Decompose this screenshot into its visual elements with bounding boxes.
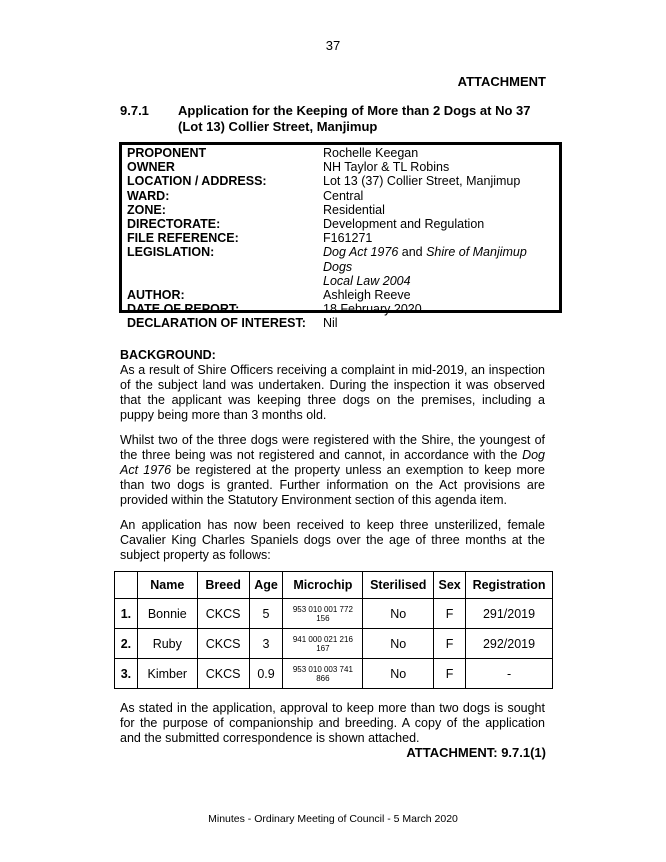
microchip-line-1: 941 000 021 216 [292,634,353,644]
owner-value: NH Taylor & TL Robins [323,160,450,175]
header-sex: Sex [434,572,466,599]
attachment-reference: ATTACHMENT: 9.7.1(1) [406,745,546,760]
info-row-date [127,302,559,316]
dog-microchip [283,659,363,689]
microchip-line-2: 156 [316,613,330,623]
dog-sex: F [434,629,466,659]
dog-name: Ruby [137,629,197,659]
info-row-author [127,288,559,302]
info-row-location [127,174,559,188]
table-row [115,599,553,629]
background-paragraph-2 [120,433,545,508]
info-row-proponent [127,146,559,160]
file-reference-label: FILE REFERENCE: [127,231,239,246]
proponent-value: Rochelle Keegan [323,146,419,160]
para2-act: Dog Act 1976 [120,448,545,477]
location-label: LOCATION / ADDRESS: [127,174,267,189]
author-value: Ashleigh Reeve [323,288,411,303]
legislation-label: LEGISLATION: [127,245,215,260]
declaration-value: Nil [323,316,338,331]
directorate-label: DIRECTORATE: [127,217,221,232]
dogs-table [114,571,553,689]
page-footer: Minutes - Ordinary Meeting of Council - 5 March 2020 [208,813,458,825]
background-paragraph-3: An application has now been received to keep three unsterilized, female Cavalier King Charles Spaniels dogs over the age of three months at the subject property as follows: [120,518,545,562]
section-title: Application for the Keeping of More than 2 Dogs at No 37 (Lot 13) Collier Street, Manjimup [178,103,531,134]
header-name: Name [137,572,197,599]
dog-age: 3 [249,629,283,659]
table-row [115,659,553,689]
row-index: 3. [115,659,138,689]
dog-name: Bonnie [137,599,197,629]
dog-age: 0.9 [249,659,283,689]
dog-microchip [283,629,363,659]
dog-sterilised: No [363,629,434,659]
dog-age: 5 [249,599,283,629]
header-microchip: Microchip [283,572,363,599]
row-index: 1. [115,599,138,629]
dog-name: Kimber [137,659,197,689]
dog-microchip [283,599,363,629]
dog-breed: CKCS [197,629,249,659]
header-sterilised: Sterilised [363,572,434,599]
header-registration: Registration [466,572,553,599]
header-breed: Breed [197,572,249,599]
proponent-label: PROPONENT [127,146,207,160]
dog-registration: 291/2019 [466,599,553,629]
legislation-and: and [398,245,427,260]
location-value: Lot 13 (37) Collier Street, Manjimup [323,174,521,189]
header-index [115,572,138,599]
dog-sex: F [434,659,466,689]
report-info-box [119,142,562,331]
info-row-ward [127,189,559,203]
legislation-local-law: Shire of Manjimup Dogs [323,245,527,274]
dog-sex: F [434,599,466,629]
legislation-value [323,245,559,273]
background-heading: BACKGROUND: [120,348,216,362]
microchip-line-1: 953 010 003 741 [292,664,353,674]
para2-text-a: Whilst two of the three dogs were registered with the Shire, the youngest of the three being was not registered and cannot, in accordance with the [120,433,545,462]
dog-sterilised: No [363,659,434,689]
ward-value: Central [323,188,364,203]
dog-sterilised: No [363,599,434,629]
closing-paragraph: As stated in the application, approval to keep more than two dogs is sought for the purpose of companionship and breeding. A copy of the application and the submitted correspondence is shown attached. [120,701,545,745]
info-row-directorate [127,217,559,231]
table-row [115,629,553,659]
dog-breed: CKCS [197,599,249,629]
date-value: 18 February 2020 [323,302,422,317]
background-paragraph-1: As a result of Shire Officers receiving a complaint in mid-2019, an inspection of the subject land was undertaken. During the inspection it was observed that the applicant was keeping three dogs on the premises, including a puppy being more than 3 months old. [120,363,545,422]
header-age: Age [249,572,283,599]
table-header-row [115,572,553,599]
date-label: DATE OF REPORT: [127,302,240,317]
microchip-line-2: 167 [316,643,330,653]
legislation-spacer [127,274,323,288]
zone-label: ZONE: [127,202,166,217]
info-row-declaration [127,316,559,330]
page-number: 37 [325,38,341,53]
legislation-local-law-cont: Local Law 2004 [323,273,411,288]
info-row-legislation [127,245,559,273]
dog-registration: 292/2019 [466,629,553,659]
attachment-heading: ATTACHMENT [457,74,546,89]
para2-text-b: be registered at the property unless an exemption to keep more than two dogs is granted. Further information on the Act provisions are provided within the Statutory Environment section of this agenda item. [120,463,545,507]
background-section [120,348,545,423]
info-row-legislation-cont [127,274,559,288]
owner-label: OWNER [127,160,175,175]
info-row-file-reference [127,231,559,245]
author-label: AUTHOR: [127,288,185,303]
file-reference-value: F161271 [323,231,373,246]
microchip-line-1: 953 010 001 772 [292,604,353,614]
directorate-value: Development and Regulation [323,217,485,232]
ward-label: WARD: [127,188,170,203]
microchip-line-2: 866 [316,673,330,683]
zone-value: Residential [323,202,385,217]
section-number: 9.7.1 [120,103,149,118]
dog-registration: - [466,659,553,689]
info-row-zone [127,203,559,217]
dog-breed: CKCS [197,659,249,689]
legislation-act: Dog Act 1976 [323,245,399,260]
row-index: 2. [115,629,138,659]
info-row-owner [127,160,559,174]
declaration-label: DECLARATION OF INTEREST: [127,316,306,331]
